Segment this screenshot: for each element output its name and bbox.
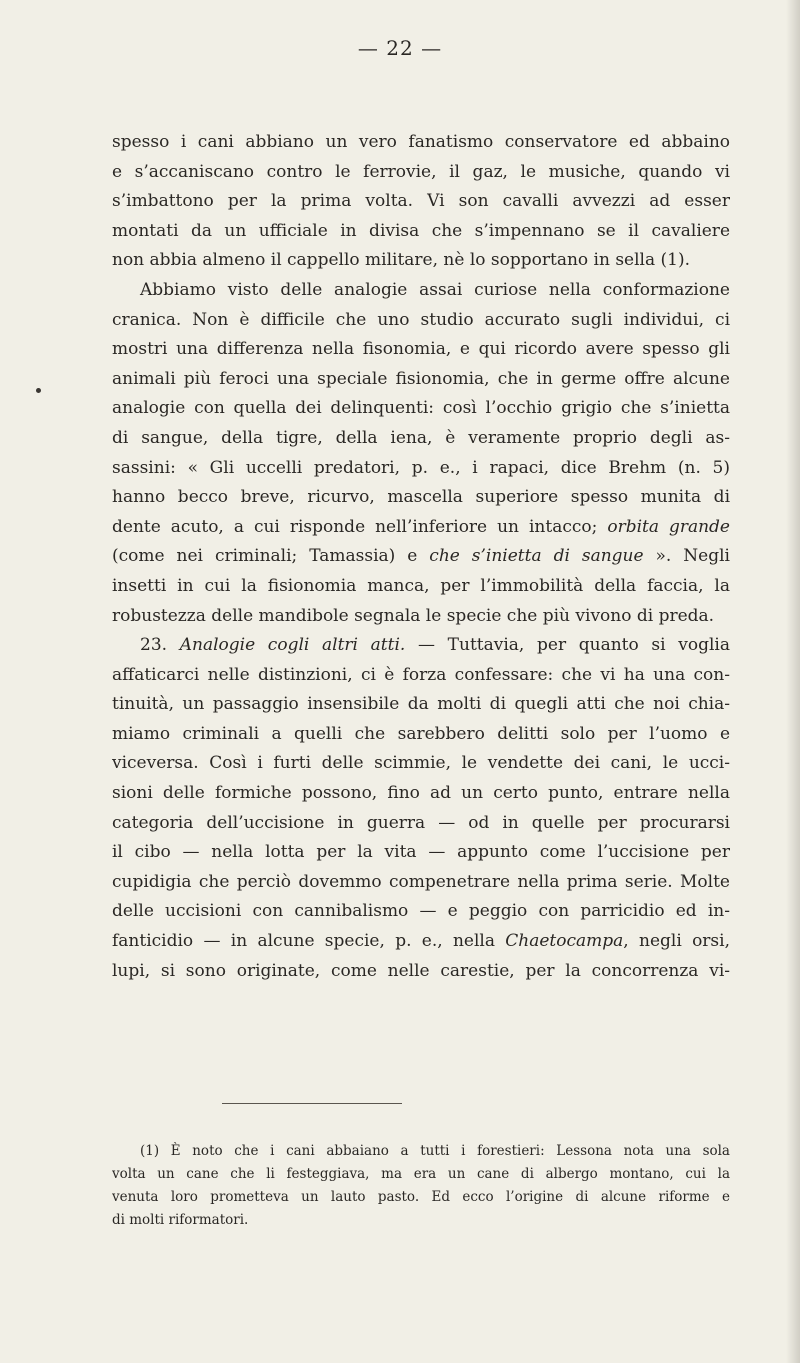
italic-phrase: che s’inietta di sangue: [429, 546, 644, 567]
italic-phrase: Chaetocampa: [505, 931, 624, 952]
text-run: — Tuttavia, per quanto si voglia: [405, 635, 730, 656]
margin-dot: [36, 388, 41, 393]
text-line: spesso i cani abbiano un vero fanatismo conservatore ed abbaino: [112, 132, 730, 152]
text-line: delle uccisioni con cannibalismo — e peggio con parricidio ed in-: [112, 901, 730, 922]
text-run: fanticidio — in alcune specie, p. e., nella: [112, 931, 506, 952]
italic-phrase: Analogie cogli altri atti.: [179, 635, 406, 656]
page-number: — 22 —: [357, 36, 443, 60]
text-line: Abbiamo visto delle analogie assai curiose nella conformazione: [140, 279, 730, 300]
text-line: mostri una differenza nella fisonomia, e qui ricordo avere spesso gli: [112, 339, 730, 360]
footnote-line: volta un cane che li festeggiava, ma era un cane di albergo montano, cui la: [112, 1166, 730, 1182]
text-run: (come nei criminali; Tamassia) e: [112, 546, 430, 567]
text-line: viceversa. Così i furti delle scimmie, le vendette dei cani, le ucci-: [112, 753, 730, 774]
text-line: cranica. Non è difficile che uno studio accurato sugli individui, ci: [112, 309, 730, 330]
text-line: non abbia almeno il cappello militare, nè lo sopportano in sella (1).: [112, 250, 691, 271]
text-line: lupi, si sono originate, come nelle carestie, per la concorrenza vi-: [112, 960, 730, 981]
footnote-separator: [222, 1103, 402, 1104]
text-line: categoria dell’uccisione in guerra — od in quelle per procurarsi: [112, 812, 730, 833]
text-line: tinuità, un passaggio insensibile da molti di quegli atti che noi chia-: [112, 694, 730, 715]
text-run: 23.: [140, 635, 180, 656]
text-line: miamo criminali a quelli che sarebbero delitti solo per l’uomo e: [112, 723, 730, 744]
footnote-line: venuta loro prometteva un lauto pasto. Ed ecco l’origine di alcune riforme e: [112, 1189, 730, 1205]
text-line: insetti in cui la fisionomia manca, per l’immobilità della faccia, la: [112, 575, 730, 596]
text-line: sassini: « Gli uccelli predatori, p. e., i rapaci, dice Brehm (n. 5): [112, 457, 730, 478]
text-run: , negli orsi,: [623, 931, 730, 952]
text-run: ». Negli: [643, 546, 730, 567]
text-line: e s’accaniscano contro le ferrovie, il gaz, le musiche, quando vi: [112, 161, 730, 182]
text-line: hanno becco breve, ricurvo, mascella superiore spesso munita di: [112, 487, 730, 508]
italic-phrase: orbita grande: [607, 516, 730, 537]
body-text: [112, 128, 730, 986]
text-run: dente acuto, a cui risponde nell’inferiore un intacco;: [112, 516, 608, 537]
text-line: affaticarci nelle distinzioni, ci è forza confessare: che vi ha una con-: [112, 664, 730, 685]
text-line: s’imbattono per la prima volta. Vi son cavalli avvezzi ad esser: [112, 191, 730, 212]
text-line: animali più feroci una speciale fisionomia, che in germe offre alcune: [112, 368, 730, 389]
text-line: [112, 542, 730, 572]
text-line: [112, 513, 730, 543]
footnote-line: di molti riformatori.: [112, 1212, 249, 1228]
text-line: cupidigia che perciò dovemmo compenetrare nella prima serie. Molte: [112, 871, 730, 892]
page-edge-shadow: [786, 0, 800, 1363]
text-line: di sangue, della tigre, della iena, è veramente proprio degli as-: [112, 427, 730, 448]
text-line: montati da un ufficiale in divisa che s’impennano se il cavaliere: [112, 220, 730, 241]
text-line: il cibo — nella lotta per la vita — appunto come l’uccisione per: [112, 842, 730, 863]
footnote-line: (1) È noto che i cani abbaiano a tutti i forestieri: Lessona nota una sola: [140, 1143, 730, 1159]
text-line: [112, 927, 730, 957]
text-line: [112, 631, 730, 661]
text-line: robustezza delle mandibole segnala le specie che più vivono di preda.: [112, 605, 715, 626]
text-line: sioni delle formiche possono, fino ad un certo punto, entrare nella: [112, 783, 730, 804]
footnote: [112, 1140, 730, 1232]
text-line: analogie con quella dei delinquenti: così l’occhio grigio che s’inietta: [112, 398, 730, 419]
